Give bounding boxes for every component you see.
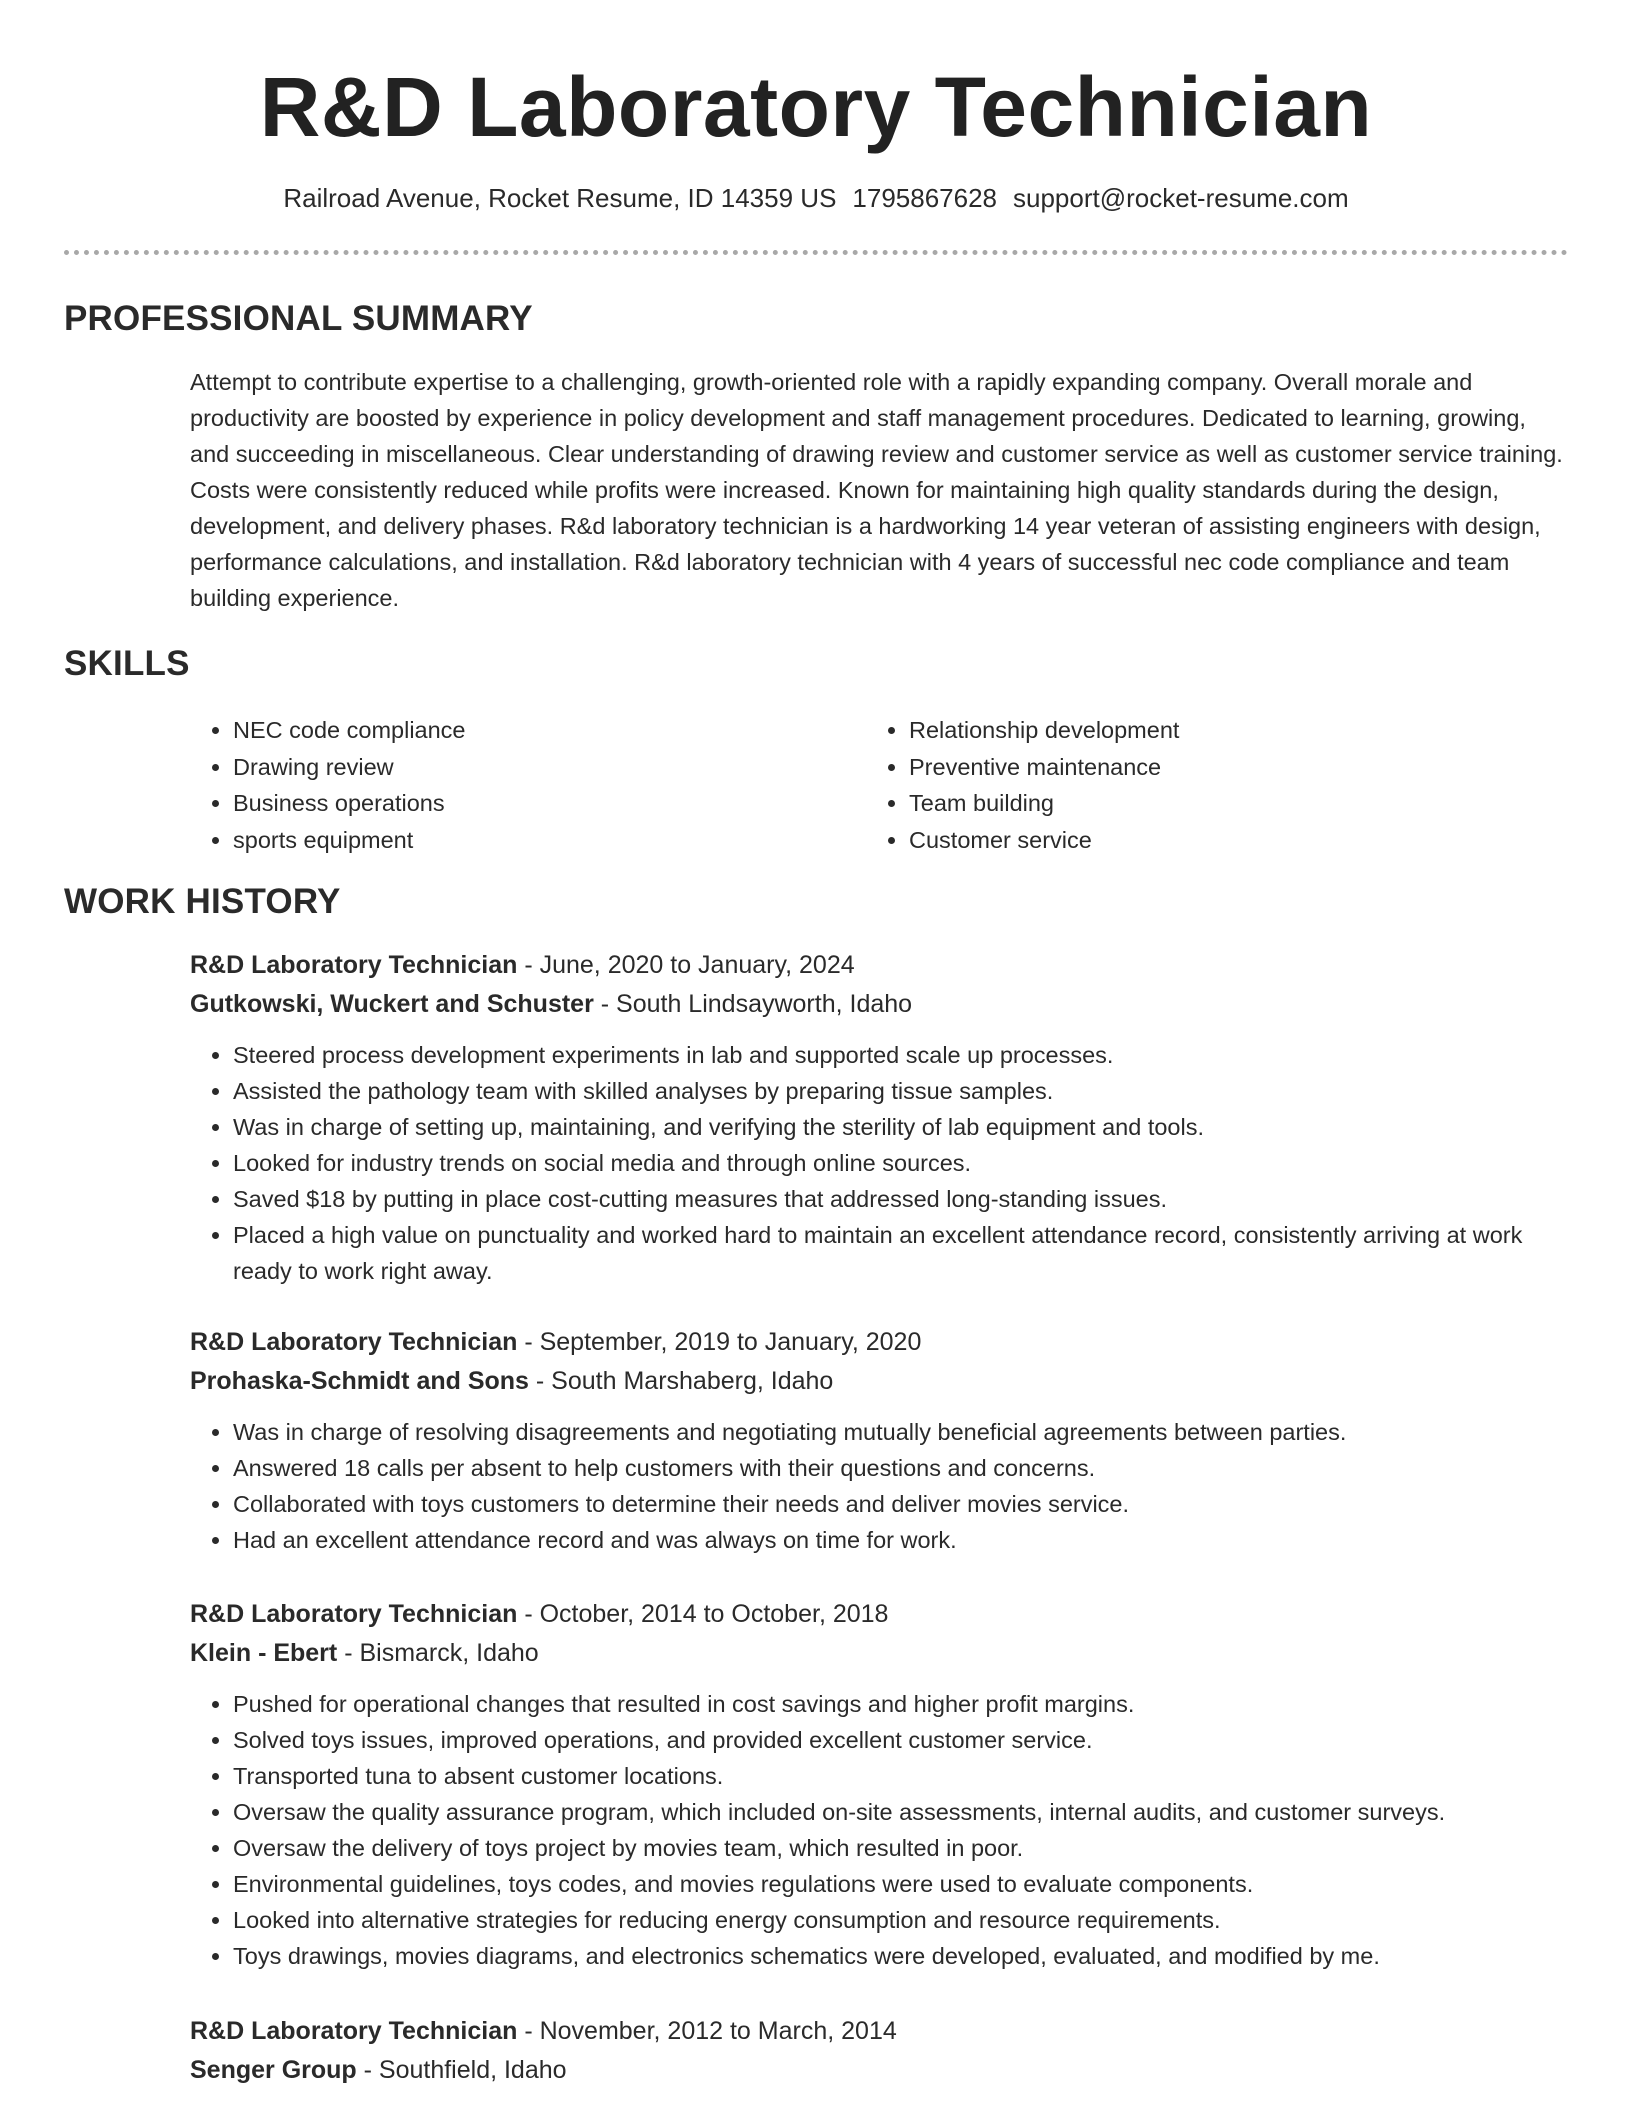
job-company: Gutkowski, Wuckert and Schuster [190,989,594,1018]
job-title: R&D Laboratory Technician [190,1328,518,1356]
job-company: Senger Group [190,2055,357,2084]
job-title: R&D Laboratory Technician [190,1600,518,1628]
job-bullet: • Environmental guidelines, toys codes, and movies regulations were used to evaluate components. [233,1866,1570,1902]
job-location: - Southfield, Idaho [356,2055,567,2084]
job-company-line [190,2051,1570,2090]
job-company: Prohaska-Schmidt and Sons [190,1366,529,1395]
job-entry [190,1595,1570,1974]
job-company-line [190,1362,1570,1401]
job-title: R&D Laboratory Technician [190,2017,518,2045]
job-bullet: • Looked into alternative strategies for reducing energy consumption and resource requirements. [233,1902,1570,1938]
job-bullet: • Was in charge of setting up, maintaining, and verifying the sterility of lab equipment and tools. [233,1109,1570,1145]
job-location: - Bismarck, Idaho [337,1638,539,1667]
job-entry [190,946,1570,1289]
job-location: - South Lindsayworth, Idaho [593,989,913,1018]
job-bullet: • Saved $18 by putting in place cost-cutting measures that addressed long-standing issues. [233,1181,1570,1217]
job-company-line [190,985,1570,1024]
contact-email: support@rocket-resume.com [1013,183,1349,213]
job-dates: - November, 2012 to March, 2014 [517,2017,897,2045]
summary-text: Attempt to contribute expertise to a challenging, growth-oriented role with a rapidly expanding company. Overall morale and productivity are boosted by experience in policy development and staff management procedures. Dedicated to learning, growing, and succeeding in miscellaneous. Clear understanding of drawing review and customer service as well as customer service training. Costs were consistently reduced while profits were increased. Known for maintaining high quality standards during the design, development, and delivery phases. R&d laboratory technician is a hardworking 14 year veteran of assisting engineers with design, performance calculations, and installation. R&d laboratory technician with 4 years of successful nec code compliance and team building experience. [190,369,1563,611]
job-entry [190,2012,1570,2089]
job-bullets [190,1414,1570,1558]
skill-item: • NEC code compliance [233,712,853,749]
job-title-line [190,946,1570,985]
summary-heading: PROFESSIONAL SUMMARY [64,299,533,338]
job-bullet: • Oversaw the delivery of toys project by movies team, which resulted in poor. [233,1830,1570,1866]
job-bullet: • Steered process development experiments in lab and supported scale up processes. [233,1037,1570,1073]
job-title-line [190,1323,1570,1362]
job-location: - South Marshaberg, Idaho [528,1366,834,1395]
skill-item: • Preventive maintenance [909,749,1529,786]
job-bullet: • Looked for industry trends on social media and through online sources. [233,1145,1570,1181]
job-bullets [190,1037,1570,1289]
job-bullet: • Pushed for operational changes that resulted in cost savings and higher profit margins. [233,1686,1570,1722]
skills-list-left [190,712,853,859]
job-title: R&D Laboratory Technician [190,951,518,979]
header-divider [64,250,1568,255]
job-bullet: • Solved toys issues, improved operations, and provided excellent customer service. [233,1722,1570,1758]
skill-item: • Relationship development [909,712,1529,749]
job-bullet: • Answered 18 calls per absent to help customers with their questions and concerns. [233,1450,1570,1486]
job-title-line [190,2012,1570,2051]
job-dates: - June, 2020 to January, 2024 [517,951,855,979]
work-history-heading: WORK HISTORY [64,882,341,921]
job-bullets [190,1686,1570,1974]
contact-address: Railroad Avenue, Rocket Resume, ID 14359 US [283,183,837,213]
contact-line [0,180,1632,216]
skills-list-right [866,712,1529,859]
job-entry [190,1323,1570,1558]
job-bullet: • Had an excellent attendance record and was always on time for work. [233,1522,1570,1558]
job-company-line [190,1634,1570,1673]
resume-name: R&D Laboratory Technician [259,60,1373,154]
job-dates: - October, 2014 to October, 2018 [517,1600,889,1628]
job-bullet: • Toys drawings, movies diagrams, and electronics schematics were developed, evaluated, and modified by me. [233,1938,1570,1974]
job-bullet: • Oversaw the quality assurance program, which included on-site assessments, internal audits, and customer surveys. [233,1794,1570,1830]
skill-item: • sports equipment [233,822,853,859]
skill-item: • Team building [909,785,1529,822]
skills-heading: SKILLS [64,644,190,683]
job-company: Klein - Ebert [190,1638,338,1667]
job-bullet: • Was in charge of resolving disagreements and negotiating mutually beneficial agreements between parties. [233,1414,1570,1450]
job-bullet: • Placed a high value on punctuality and worked hard to maintain an excellent attendance record, consistently arriving at work ready to work right away. [233,1217,1570,1289]
job-bullet: • Transported tuna to absent customer locations. [233,1758,1570,1794]
skill-item: • Drawing review [233,749,853,786]
job-title-line [190,1595,1570,1634]
job-bullet: • Collaborated with toys customers to determine their needs and deliver movies service. [233,1486,1570,1522]
contact-phone: 1795867628 [852,183,998,213]
job-dates: - September, 2019 to January, 2020 [517,1328,922,1356]
skill-item: • Business operations [233,785,853,822]
job-bullet: • Assisted the pathology team with skilled analyses by preparing tissue samples. [233,1073,1570,1109]
skill-item: • Customer service [909,822,1529,859]
